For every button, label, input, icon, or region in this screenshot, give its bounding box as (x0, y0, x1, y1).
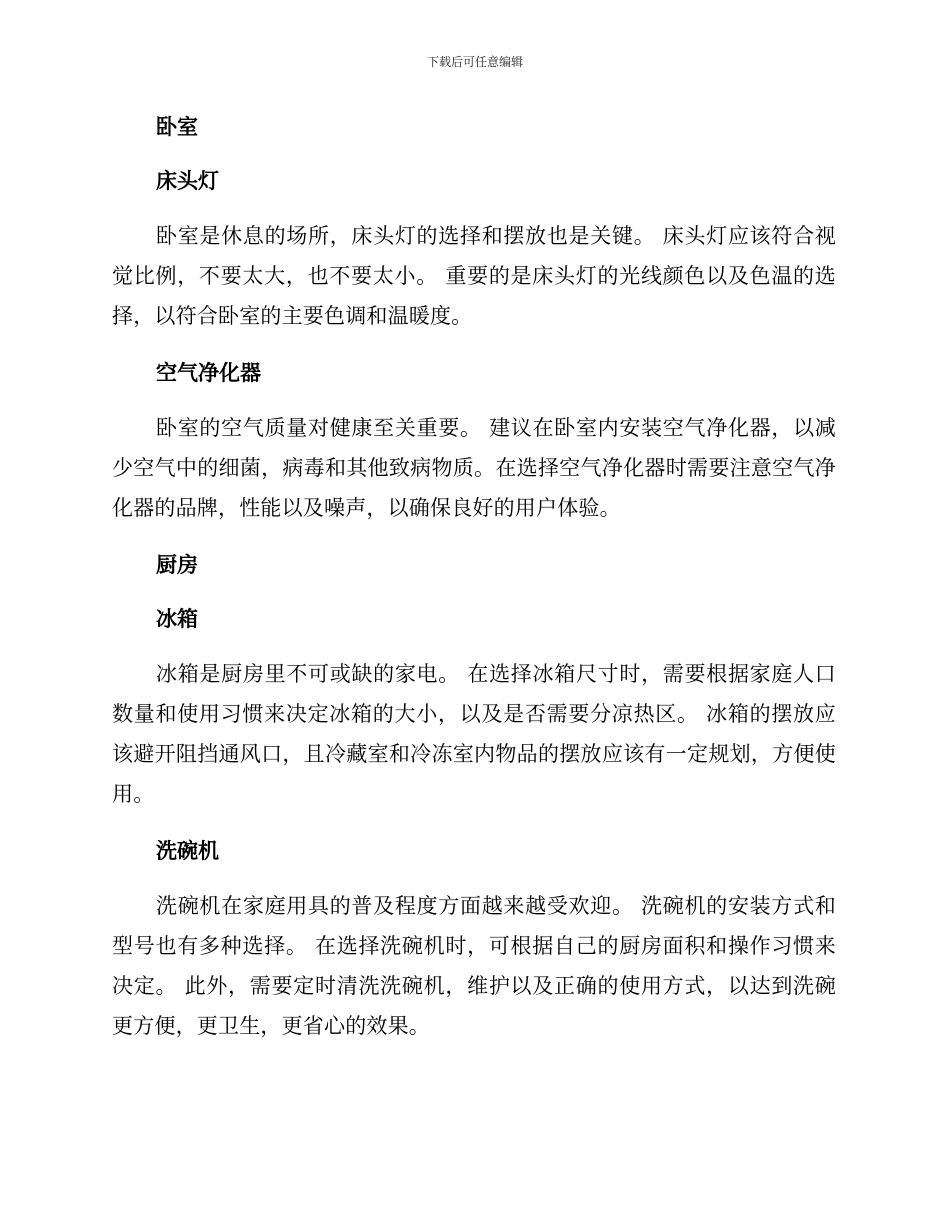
paragraph-air-purifier: 卧室的空气质量对健康至关重要。 建议在卧室内安装空气净化器，以减少空气中的细菌，病毒和其他致病物质。在选择空气净化器时需要注意空气净化器的品牌，性能以及噪声，以确保良好的用户体验。 (112, 416, 836, 520)
subsection-heading-bedside-lamp: 床头灯 (156, 169, 219, 193)
paragraph-fridge: 冰箱是厨房里不可或缺的家电。 在选择冰箱尺寸时，需要根据家庭人口数量和使用习惯来决定冰箱的大小，以及是否需要分凉热区。 冰箱的摆放应该避开阻挡通风口，且冷藏室和冷冻室内物品的摆放应该有一定规划，方便使用。 (112, 662, 836, 806)
paragraph-dishwasher: 洗碗机在家庭用具的普及程度方面越来越受欢迎。 洗碗机的安装方式和型号也有多种选择。 在选择洗碗机时，可根据自己的厨房面积和操作习惯来决定。 此外，需要定时清洗洗碗机，维护以及正确的使用方式，以达到洗碗更方便，更卫生，更省心的效果。 (112, 894, 836, 1038)
paragraph-bedside-lamp: 卧室是休息的场所，床头灯的选择和摆放也是关键。 床头灯应该符合视觉比例，不要太大，也不要太小。 重要的是床头灯的光线颜色以及色温的选择，以符合卧室的主要色调和温暖度。 (112, 224, 836, 328)
section-heading-kitchen: 厨房 (156, 553, 198, 577)
section-heading-bedroom: 卧室 (156, 115, 198, 139)
subsection-heading-air-purifier: 空气净化器 (156, 361, 261, 385)
page-header: 下载后可任意编辑 (426, 55, 523, 69)
subsection-heading-fridge: 冰箱 (156, 607, 198, 631)
document-body (112, 108, 836, 1046)
subsection-heading-dishwasher: 洗碗机 (156, 839, 219, 863)
